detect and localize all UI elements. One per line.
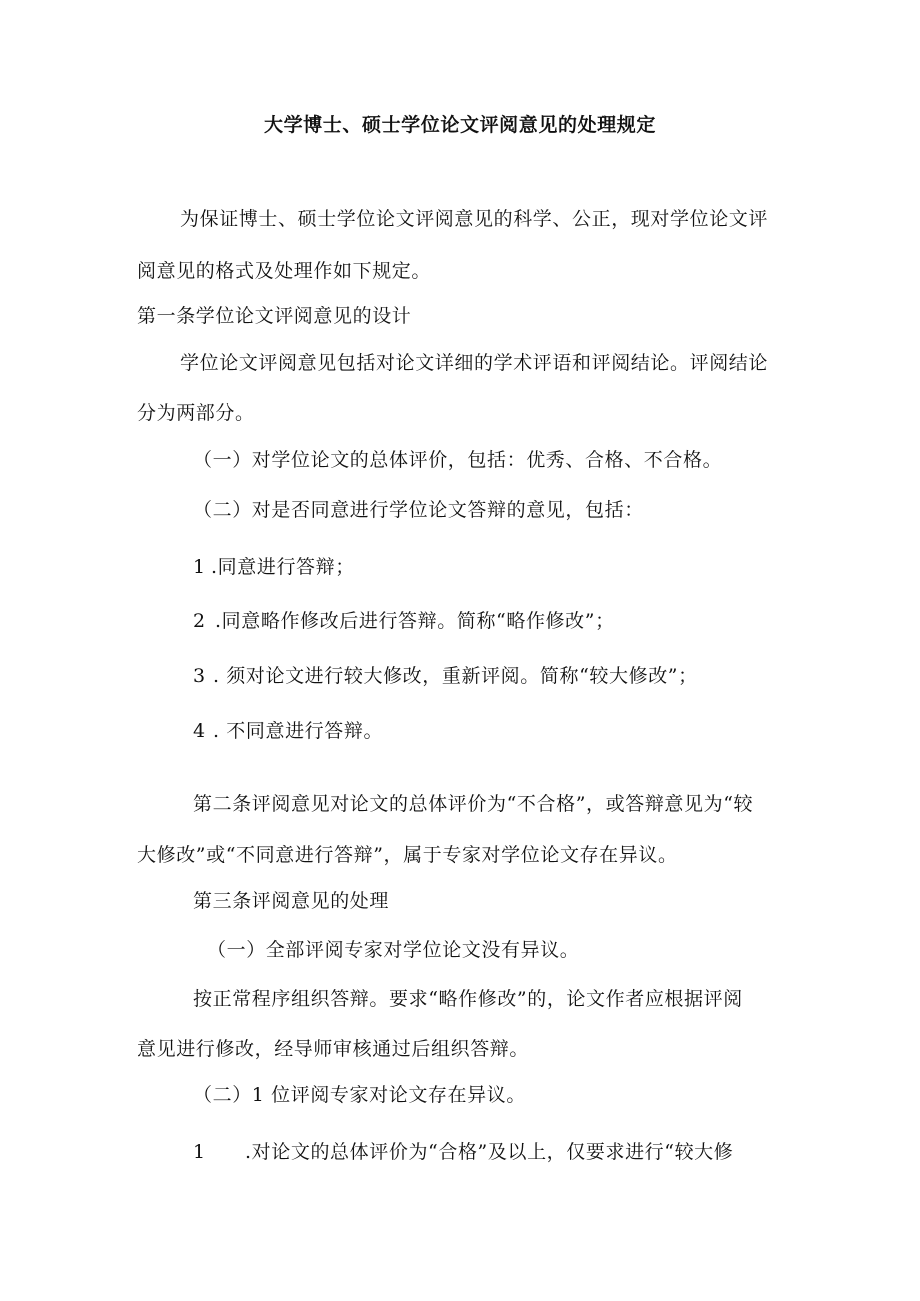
option-text: .同意进行答辩； [211, 556, 355, 578]
article1-paragraph-line-2: 分为两部分。 [137, 402, 255, 424]
article2-line-2: 大修改”或“不同意进行答辩”，属于专家对学位论文存在异议。 [137, 844, 678, 866]
article1-heading: 第一条学位论文评阅意见的设计 [137, 305, 412, 327]
document-title: 大学博士、硕士学位论文评阅意见的处理规定 [263, 114, 656, 136]
article3-part1-paragraph-line-1: 按正常程序组织答辩。要求“略作修改”的，论文作者应根据评阅 [193, 988, 743, 1010]
item-number: 1 [193, 1141, 206, 1163]
option-number: 3 [193, 665, 206, 687]
option-text: . 须对论文进行较大修改，重新评阅。简称“较大修改”； [213, 665, 698, 687]
article2-line-1: 第二条评阅意见对论文的总体评价为“不合格”，或答辩意见为“较 [193, 793, 754, 815]
intro-line-1: 为保证博士、硕士学位论文评阅意见的科学、公正，现对学位论文评 [180, 208, 769, 230]
item-text: .对论文的总体评价为“合格”及以上，仅要求进行“较大修 [245, 1141, 734, 1163]
article3-heading: 第三条评阅意见的处理 [193, 890, 390, 912]
intro-line-2: 阅意见的格式及处理作如下规定。 [137, 260, 432, 282]
article3-part-2: （二）1 位评阅专家对论文存在异议。 [193, 1084, 526, 1106]
article3-part-1: （一）全部评阅专家对学位论文没有异议。 [207, 939, 580, 961]
option-number: 1 [193, 556, 206, 578]
option-item-1 [193, 555, 355, 579]
article3-item-1 [193, 1140, 733, 1164]
option-text: .同意略作修改后进行答辩。简称“略作修改”； [215, 610, 615, 632]
article1-part-2: （二）对是否同意进行学位论文答辩的意见，包括： [193, 499, 644, 521]
article3-part1-paragraph-line-2: 意见进行修改，经导师审核通过后组织答辩。 [137, 1038, 530, 1060]
option-number: 2 [193, 610, 206, 632]
option-item-2 [193, 609, 615, 633]
option-number: 4 [193, 720, 206, 742]
option-text: . 不同意进行答辩。 [213, 720, 384, 742]
article1-paragraph-line-1: 学位论文评阅意见包括对论文详细的学术评语和评阅结论。评阅结论 [180, 352, 769, 374]
option-item-3 [193, 664, 698, 688]
article1-part-1: （一）对学位论文的总体评价，包括：优秀、合格、不合格。 [193, 449, 723, 471]
option-item-4 [193, 719, 383, 743]
